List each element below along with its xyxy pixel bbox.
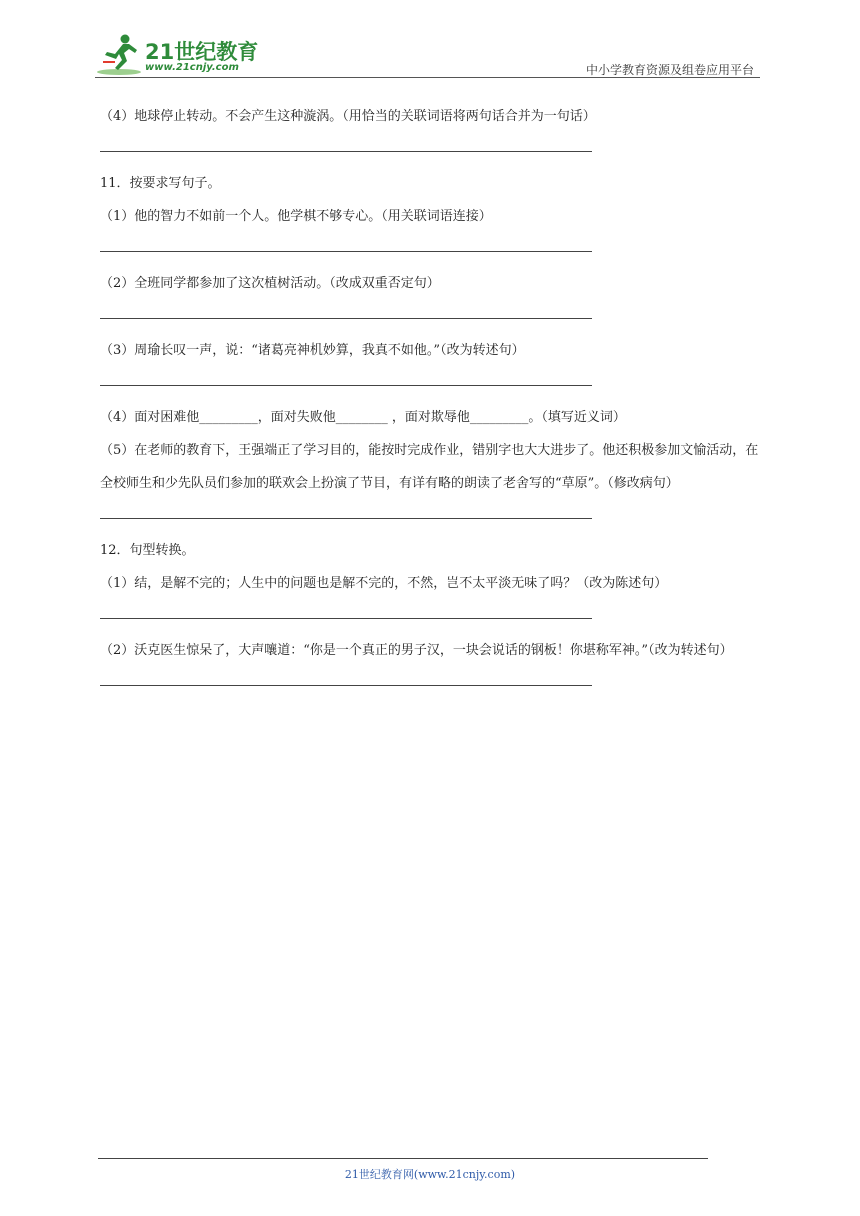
question-11-1: （1）他的智力不如前一个人。他学棋不够专心。（用关联词语连接） — [100, 209, 492, 224]
question-11-2: （2）全班同学都参加了这次植树活动。（改成双重否定句） — [100, 276, 440, 291]
answer-line[interactable] — [100, 618, 592, 619]
answer-line[interactable] — [100, 251, 592, 252]
question-10-4: （4）地球停止转动。不会产生这种漩涡。（用恰当的关联词语将两句话合并为一句话） — [100, 109, 596, 124]
answer-line[interactable] — [100, 685, 592, 686]
platform-name: 中小学教育资源及组卷应用平台 — [585, 63, 754, 77]
answer-line[interactable] — [100, 151, 592, 152]
worksheet-content — [100, 100, 762, 701]
question-12-title: 12．句型转换。 — [100, 543, 195, 558]
logo-text: 21世纪教育 — [145, 40, 259, 64]
footer-link[interactable]: 21世纪教育网(www.21cnjy.com) — [344, 1168, 516, 1181]
question-11-4: （4）面对困难他_________，面对失败他________ ，面对欺辱他_________。（填写近义词） — [100, 410, 626, 425]
answer-line[interactable] — [100, 518, 592, 519]
logo-url: www.21cnjy.com — [145, 62, 239, 73]
question-11-title: 11．按要求写句子。 — [100, 176, 221, 191]
footer-divider — [98, 1158, 708, 1159]
header-divider — [95, 77, 760, 78]
question-11-5: （5）在老师的教育下，王强端正了学习目的，能按时完成作业，错别字也大大进步了。他还积极参加文愉活动，在全校师生和少先队员们参加的联欢会上扮演了节目，有详有略的朗读了老舍写的“草原”。（修改病句） — [100, 443, 759, 491]
question-11-3: （3）周瑜长叹一声，说：“诸葛亮神机妙算，我真不如他。”（改为转述句） — [100, 343, 525, 358]
question-12-2: （2）沃克医生惊呆了，大声嚷道：“你是一个真正的男子汉，一块会说话的钢板！你堪称军神。”（改为转述句） — [100, 643, 733, 658]
page-header — [95, 30, 760, 78]
answer-line[interactable] — [100, 318, 592, 319]
answer-line[interactable] — [100, 385, 592, 386]
question-12-1: （1）结，是解不完的；人生中的问题也是解不完的，不然，岂不太平淡无味了吗？（改为陈述句） — [100, 576, 668, 591]
site-logo[interactable] — [95, 32, 275, 74]
runner-icon — [95, 32, 143, 76]
